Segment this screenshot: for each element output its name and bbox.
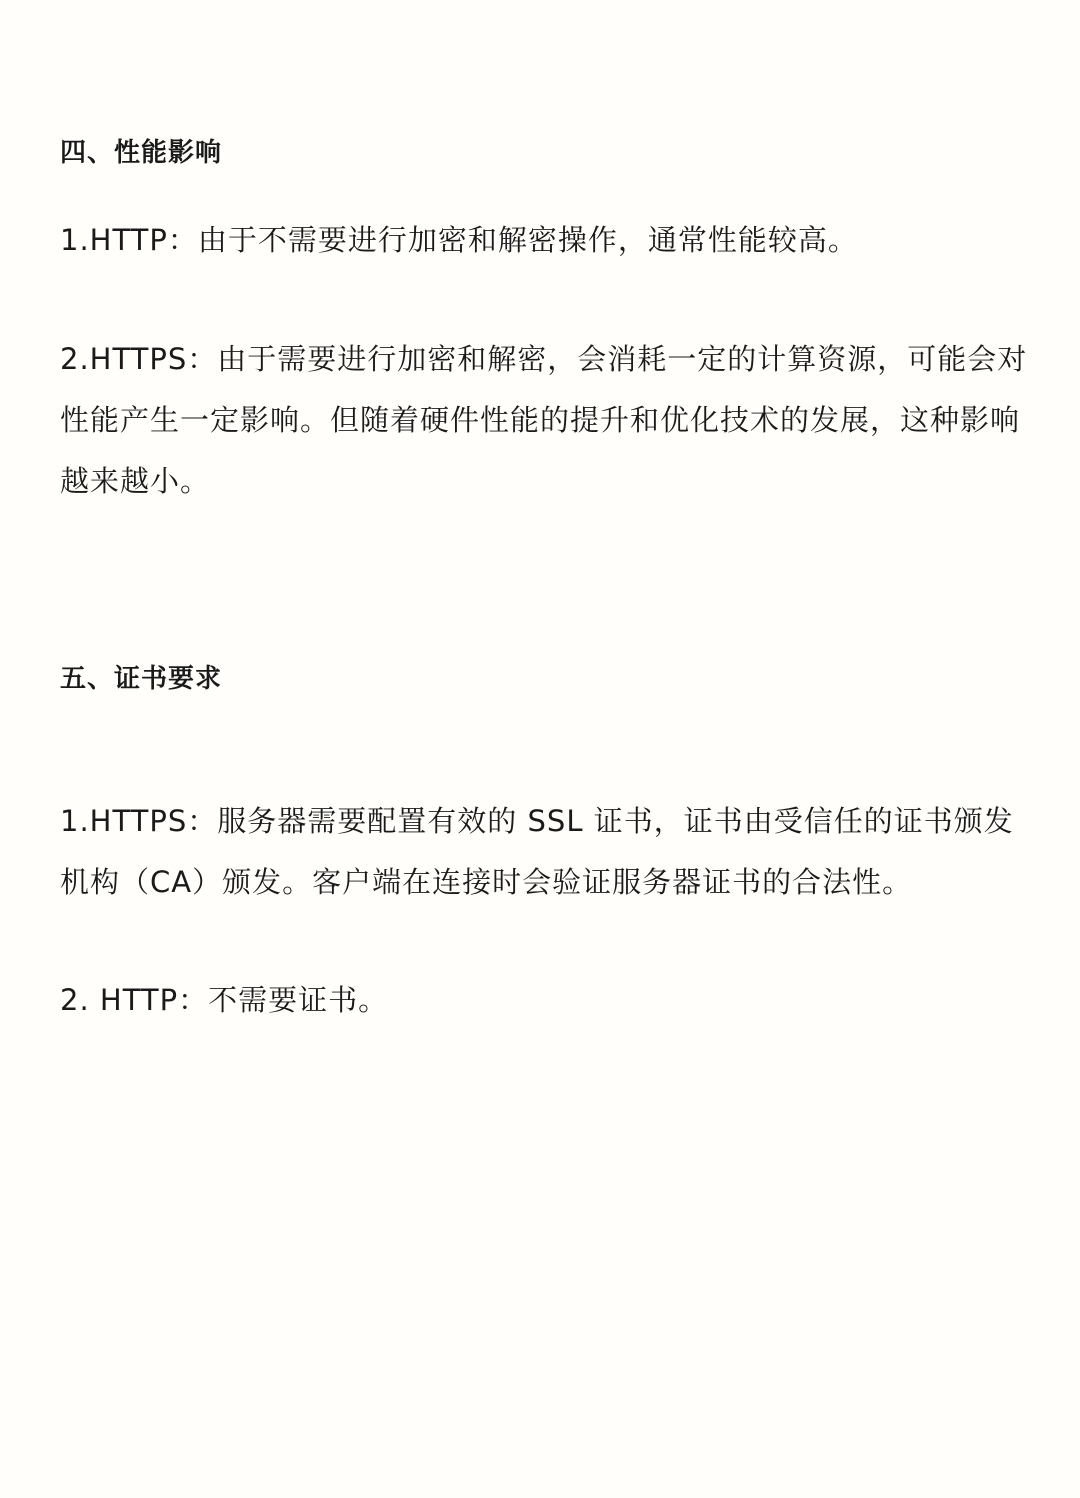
section-heading-performance: 四、性能影响 [60, 138, 223, 168]
paragraph-http-performance: 1.HTTP：由于不需要进行加密和解密操作，通常性能较高。 [60, 223, 858, 257]
section-heading-certificate: 五、证书要求 [60, 664, 223, 694]
paragraph-http-certificate: 2. HTTP：不需要证书。 [60, 983, 389, 1017]
paragraph-https-performance: 2.HTTPS：由于需要进行加密和解密，会消耗一定的计算资源，可能会对性能产生一定影响。但随着硬件性能的提升和优化技术的发展，这种影响越来越小。 [60, 342, 1028, 498]
paragraph-https-certificate: 1.HTTPS：服务器需要配置有效的 SSL 证书，证书由受信任的证书颁发机构（CA）颁发。客户端在连接时会验证服务器证书的合法性。 [60, 804, 1014, 899]
